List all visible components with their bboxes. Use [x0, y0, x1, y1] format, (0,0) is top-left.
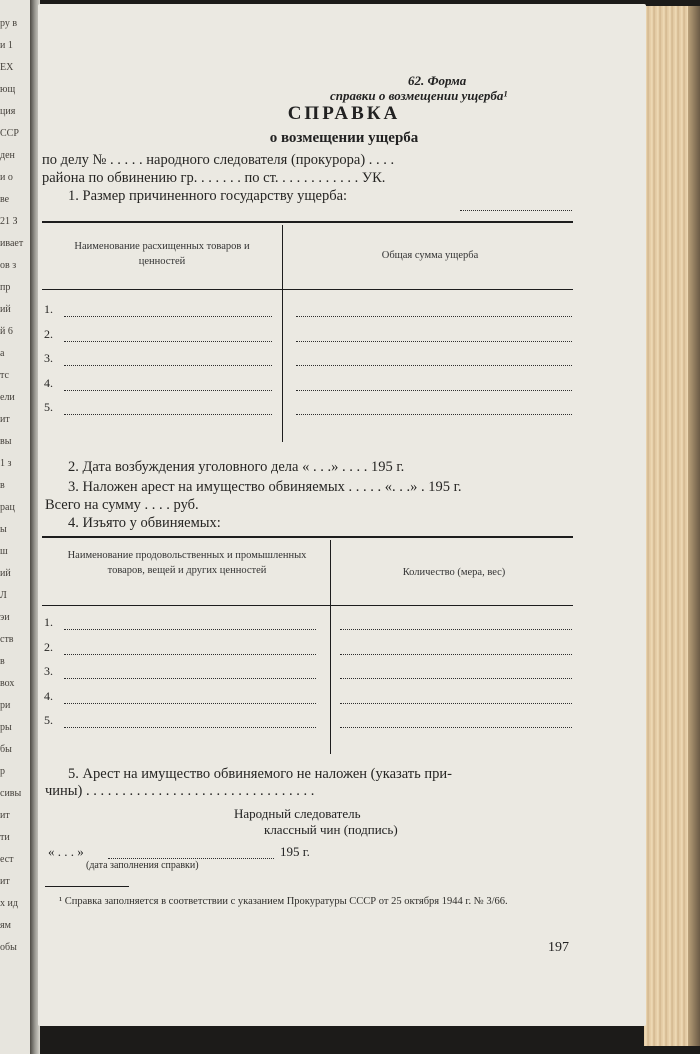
date-fill-line: [108, 858, 274, 859]
previous-page-fragment: эи: [0, 612, 10, 623]
row-fill-line: [296, 316, 572, 317]
item-5: 5. Арест на имущество обвиняемого не наложен (указать при-: [68, 766, 452, 782]
previous-page-fragment: и 1: [0, 40, 13, 51]
row-fill-line: [296, 341, 572, 342]
table2-top-rule: [42, 536, 573, 538]
previous-page-fragment: пр: [0, 282, 11, 293]
row-number: 2.: [44, 326, 53, 341]
row-fill-line: [340, 629, 572, 630]
row-fill-line: [64, 629, 316, 630]
row-number: 3.: [44, 664, 53, 678]
previous-page-fragment: ы: [0, 524, 7, 535]
row-fill-line: [64, 341, 272, 342]
table1-column-divider: [282, 225, 283, 442]
previous-page-fragment: сивы: [0, 788, 22, 799]
row-number: 5.: [44, 713, 53, 727]
previous-page-fragment: обы: [0, 942, 17, 953]
footnote-rule: [45, 886, 129, 887]
previous-page-fragment: ивает: [0, 238, 24, 249]
previous-page-fragment: ри: [0, 700, 11, 711]
row-fill-line: [296, 414, 572, 415]
row-fill-line: [64, 703, 316, 704]
row-fill-line: [64, 414, 272, 415]
page-number: 197: [548, 940, 569, 955]
item-3: 3. Наложен арест на имущество обвиняемых . . . . . «. . .» . 195 г.: [68, 479, 462, 495]
item-2: 2. Дата возбуждения уголовного дела « . . .» . . . . 195 г.: [68, 459, 405, 475]
previous-page-fragment: ест: [0, 854, 14, 865]
row-number: 4.: [44, 688, 53, 703]
row-fill-line: [340, 654, 572, 655]
accused-line: района по обвинению гр. . . . . . . по ст. . . . . . . . . . . . УК.: [42, 170, 386, 186]
previous-page-fragment: х ид: [0, 898, 18, 909]
table2-header-rule: [42, 605, 573, 606]
row-fill-line: [340, 703, 572, 704]
table1-header-total: Общая сумма ущерба: [381, 250, 479, 261]
previous-page-fragment: й 6: [0, 326, 13, 337]
previous-page-fragment: 21 З: [0, 216, 18, 227]
previous-page-fragment: ш: [0, 546, 8, 557]
previous-page-fragment: ям: [0, 920, 11, 931]
previous-page-fragment: р: [0, 766, 5, 777]
previous-page-fragment: ит: [0, 810, 10, 821]
date-quotes: « . . . »: [48, 844, 84, 859]
previous-page-fragment: ры: [0, 722, 12, 733]
previous-page-fragment: ру в: [0, 18, 18, 29]
signature-rank: классный чин (подпись): [264, 822, 398, 837]
previous-page-fragment: а: [0, 348, 5, 359]
row-fill-line: [64, 316, 272, 317]
row-fill-line: [64, 390, 272, 391]
item-1: 1. Размер причиненного государству ущерба:: [68, 188, 348, 204]
form-number: 62. Форма: [408, 73, 467, 88]
signature-title: Народный следователь: [234, 806, 361, 821]
row-number: 1.: [44, 615, 53, 629]
table2-header-items: Наименование продовольственных и промышленных товаров, вещей и других ценностей: [67, 550, 307, 576]
row-fill-line: [64, 727, 316, 728]
document-title: СПРАВКА: [287, 103, 401, 124]
previous-page-fragment: ве: [0, 194, 10, 205]
date-year: 195 г.: [280, 844, 310, 859]
date-caption: (дата заполнения справки): [86, 860, 199, 871]
previous-page-fragment: Л: [0, 590, 7, 601]
item-5-continuation: чины) . . . . . . . . . . . . . . . . . . . . . . . . . . . . . . . .: [45, 783, 315, 799]
row-fill-line: [296, 365, 572, 366]
previous-page-fragment: тс: [0, 370, 9, 381]
item-1-fill-line: [460, 210, 572, 211]
previous-page-fragment: вох: [0, 678, 15, 689]
page-edges: [644, 6, 700, 1046]
previous-page-fragment: ЕХ: [0, 62, 14, 73]
footnote: ¹ Справка заполняется в соответствии с указанием Прокуратуры СССР от 25 октября 1944 г. № 3/66.: [59, 896, 508, 907]
previous-page-fragment: 1 з: [0, 458, 12, 469]
row-fill-line: [64, 365, 272, 366]
previous-page-fragment: ий: [0, 568, 11, 579]
table1-header-items: Наименование расхищенных товаров и ценностей: [74, 241, 250, 267]
previous-page-fragment: ит: [0, 876, 10, 887]
row-fill-line: [296, 390, 572, 391]
previous-page-fragment: ден: [0, 150, 15, 161]
previous-page-fragment: ти: [0, 832, 10, 843]
previous-page-fragment: ющ: [0, 84, 16, 95]
item-3-total: Всего на сумму . . . . руб.: [45, 497, 199, 513]
previous-page-fragment: ий: [0, 304, 11, 315]
previous-page-edge: [0, 0, 30, 1054]
form-name: справки о возмещении ущерба¹: [330, 88, 508, 103]
previous-page-fragment: в: [0, 656, 5, 667]
previous-page-fragment: и о: [0, 172, 13, 183]
previous-page-fragment: рац: [0, 502, 15, 513]
row-fill-line: [64, 654, 316, 655]
row-number: 2.: [44, 639, 53, 654]
table2-header-quantity: Количество (мера, вес): [402, 567, 506, 578]
case-line: по делу № . . . . . народного следователя (прокурора) . . . .: [42, 152, 395, 168]
document-subtitle: о возмещении ущерба: [269, 130, 419, 146]
previous-page-fragment: бы: [0, 744, 12, 755]
table1-header-rule: [42, 289, 573, 290]
previous-page-fragment: ция: [0, 106, 16, 117]
item-4: 4. Изъято у обвиняемых:: [68, 515, 221, 531]
previous-page-fragment: вы: [0, 436, 12, 447]
row-number: 4.: [44, 375, 53, 390]
row-number: 5.: [44, 400, 53, 414]
previous-page-fragment: в: [0, 480, 5, 491]
row-fill-line: [340, 727, 572, 728]
previous-page-fragment: ССР: [0, 128, 19, 139]
row-number: 1.: [44, 302, 53, 316]
row-fill-line: [340, 678, 572, 679]
previous-page-fragment: ит: [0, 414, 10, 425]
previous-page-fragment: ели: [0, 392, 15, 403]
row-fill-line: [64, 678, 316, 679]
previous-page-fragment: ств: [0, 634, 14, 645]
previous-page-fragment: ов з: [0, 260, 17, 271]
table1-top-rule: [42, 221, 573, 223]
table2-column-divider: [330, 540, 331, 754]
row-number: 3.: [44, 351, 53, 365]
